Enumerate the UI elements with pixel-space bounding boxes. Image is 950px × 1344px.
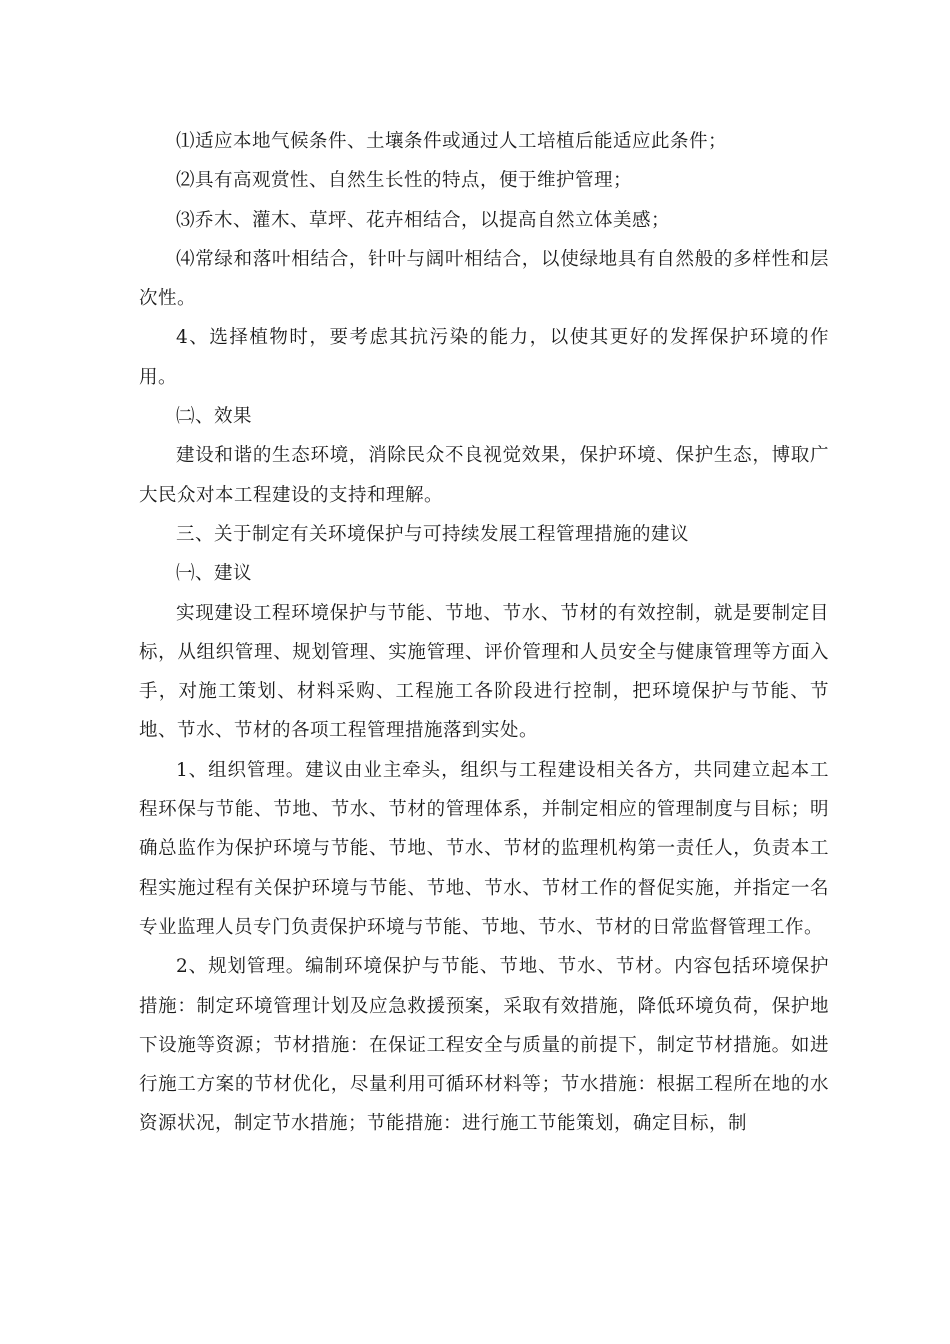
section-heading-3: 三、关于制定有关环境保护与可持续发展工程管理措施的建议 [176, 523, 690, 545]
paragraph-1: ⑴适应本地气候条件、土壤条件或通过人工培植后能适应此条件； [176, 131, 728, 152]
paragraph-4: ⑷常绿和落叶相结合，针叶与阔叶相结合，以使绿地具有自然般的多样性和层次性。 [139, 248, 829, 310]
section-heading-effect: ㈡、效果 [176, 406, 253, 428]
section-heading-suggestion: ㈠、建议 [176, 563, 253, 585]
paragraph-10: 实现建设工程环境保护与节能、节地、节水、节材的有效控制，就是要制定目标，从组织管理、规划管理、实施管理、评价管理和人员安全与健康管理等方面入手，对施工策划、材料采购、工程施工各阶段进行控制，把环境保护与节能、节地、节水、节材的各项工程管理措施落到实处。 [139, 602, 829, 742]
document-body [139, 122, 829, 1144]
paragraph-11: 1、组织管理。建议由业主牵头，组织与工程建设相关各方，共同建立起本工程环保与节能、节地、节水、节材的管理体系，并制定相应的管理制度与目标；明确总监作为保护环境与节能、节地、节水、节材的监理机构第一责任人，负责本工程实施过程有关保护环境与节能、节地、节水、节材工作的督促实施，并指定一名专业监理人员专门负责保护环境与节能、节地、节水、节材的日常监督管理工作。 [139, 759, 829, 938]
paragraph-5: 4、选择植物时，要考虑其抗污染的能力，以使其更好的发挥保护环境的作用。 [139, 327, 829, 388]
paragraph-3: ⑶乔木、灌木、草坪、花卉相结合，以提高自然立体美感； [176, 209, 671, 231]
paragraph-7: 建设和谐的生态环境，消除民众不良视觉效果，保护环境、保护生态，博取广大民众对本工程建设的支持和理解。 [139, 445, 829, 506]
paragraph-12: 2、规划管理。编制环境保护与节能、节地、节水、节材。内容包括环境保护措施：制定环境管理计划及应急救援预案，采取有效措施，降低环境负荷，保护地下设施等资源；节材措施：在保证工程安全与质量的前提下，制定节材措施。如进行施工方案的节材优化，尽量利用可循环材料等；节水措施：根据工程所在地的水资源状况，制定节水措施；节能措施：进行施工节能策划，确定目标，制 [139, 956, 829, 1135]
paragraph-2: ⑵具有高观赏性、自然生长性的特点，便于维护管理； [176, 170, 633, 192]
